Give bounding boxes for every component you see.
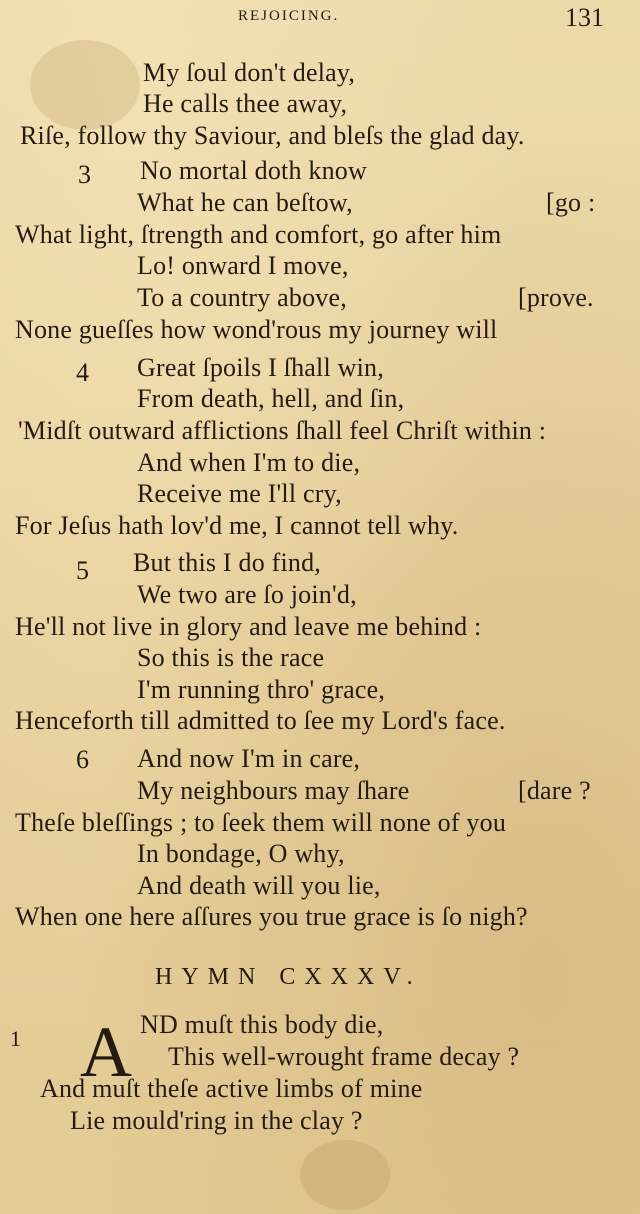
verse-line: What light, ſtrength and comfort, go after him	[15, 220, 502, 249]
page-number: 131	[565, 3, 604, 32]
paper-stain	[300, 1140, 390, 1210]
verse-line: We two are ſo join'd,	[137, 580, 357, 609]
verse-line: When one here aſſures you true grace is ſo nigh?	[15, 902, 528, 931]
verse-line: I'm running thro' grace,	[137, 675, 386, 704]
turnover-bracket: [go :	[546, 188, 596, 217]
verse-line: And death will you lie,	[137, 871, 381, 900]
verse-line: For Jeſus hath lov'd me, I cannot tell why.	[15, 511, 459, 540]
verse-line: 'Midſt outward afflictions ſhall feel Chriſt within :	[18, 416, 547, 445]
verse-line: Theſe bleſſings ; to ſeek them will none of you	[15, 808, 507, 837]
stanza-number: 1	[10, 1026, 21, 1051]
verse-line: This well-wrought frame decay ?	[168, 1042, 520, 1071]
verse-line: None gueſſes how wond'rous my journey will	[15, 315, 498, 344]
verse-line: Riſe, follow thy Saviour, and bleſs the glad day.	[20, 121, 525, 150]
verse-line: And muſt theſe active limbs of mine	[40, 1074, 423, 1103]
verse-line: Lie mould'ring in the clay ?	[70, 1106, 363, 1135]
stanza-number: 4	[76, 358, 89, 387]
running-title: REJOICING.	[238, 8, 340, 24]
hymn-title: HYMN CXXXV.	[155, 964, 422, 990]
verse-line: My neighbours may ſhare	[137, 776, 410, 805]
verse-line: And when I'm to die,	[137, 448, 361, 477]
verse-line: Henceforth till admitted to ſee my Lord's face.	[15, 706, 506, 735]
verse-line: So this is the race	[137, 643, 325, 672]
verse-line: From death, hell, and ſin,	[137, 384, 405, 413]
turnover-bracket: [dare ?	[518, 776, 591, 805]
verse-line: No mortal doth know	[140, 156, 367, 185]
verse-line: My ſoul don't delay,	[143, 58, 356, 87]
paper-stain	[30, 40, 140, 130]
verse-line: ND muſt this body die,	[140, 1010, 384, 1039]
verse-line: But this I do find,	[133, 548, 321, 577]
verse-line: To a country above,	[137, 283, 347, 312]
verse-line: Great ſpoils I ſhall win,	[137, 353, 384, 382]
stanza-number: 5	[76, 556, 89, 585]
verse-line: Lo! onward I move,	[137, 251, 349, 280]
turnover-bracket: [prove.	[518, 283, 594, 312]
verse-line: Receive me I'll cry,	[137, 479, 342, 508]
drop-cap: A	[80, 1012, 132, 1092]
stanza-number: 3	[78, 160, 91, 189]
verse-line: He calls thee away,	[143, 89, 348, 118]
verse-line: And now I'm in care,	[137, 744, 361, 773]
stanza-number: 6	[76, 745, 89, 774]
verse-line: What he can beſtow,	[137, 188, 353, 217]
verse-line: He'll not live in glory and leave me behind :	[15, 612, 482, 641]
verse-line: In bondage, O why,	[137, 839, 345, 868]
